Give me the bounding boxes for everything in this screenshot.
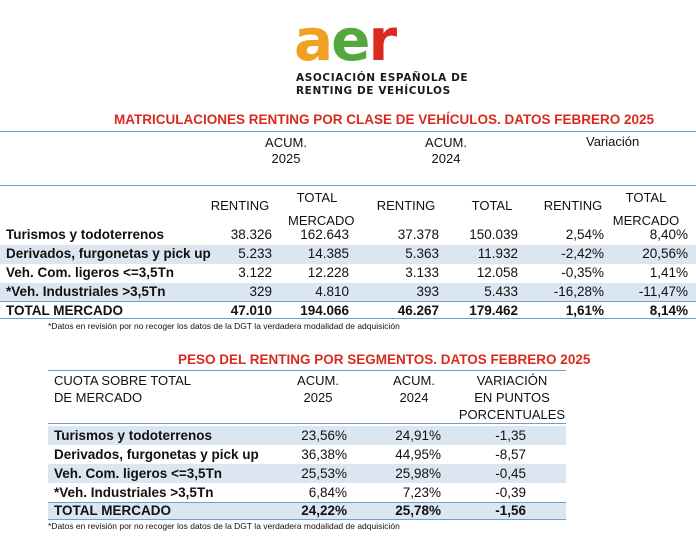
table1-col-header: TOTAL: [296, 190, 338, 205]
table1-cell: -16,28%: [553, 284, 604, 299]
table2-header-label-line2: DE MERCADO: [54, 390, 143, 405]
table1-cell: 4.810: [315, 284, 349, 299]
table2-header-rule: [48, 423, 566, 424]
table2-total-label: TOTAL MERCADO: [54, 503, 171, 518]
table1-cell: 5.363: [405, 246, 439, 261]
table2-total-cell: 24,22%: [301, 503, 347, 518]
table1-cell: 3.133: [405, 265, 439, 280]
table1-col-header: TOTAL: [625, 190, 667, 205]
table1-cell: 393: [416, 284, 439, 299]
table2-col-header: VARIACIÓN: [476, 373, 548, 388]
table2-bottom-rule: [48, 519, 566, 520]
table2-cell: 7,23%: [402, 485, 441, 500]
table2-row-label: *Veh. Industriales >3,5Tn: [54, 485, 214, 500]
table1-cell: 37.378: [397, 227, 439, 242]
table1-col-header-sub: MERCADO: [288, 213, 355, 228]
table2-row-label: Derivados, furgonetas y pick up: [54, 447, 259, 462]
table2-cell: 24,91%: [395, 428, 441, 443]
table1-cell: 12.058: [476, 265, 518, 280]
table1-row-label: Turismos y todoterrenos: [6, 227, 165, 242]
logo-letter-r: r: [368, 6, 396, 74]
aer-logo: [0, 6, 696, 98]
table2-total-cell: 25,78%: [395, 503, 441, 518]
table2-header-label-line1: CUOTA SOBRE TOTAL: [54, 373, 192, 388]
table2-row-label: Veh. Com. ligeros <=3,5Tn: [54, 466, 223, 481]
table1-col-header: RENTING: [543, 198, 603, 213]
table2-cell: -8,57: [495, 447, 526, 462]
table1-cell: 38.326: [230, 227, 272, 242]
table1-col-header: RENTING: [210, 198, 270, 213]
table1-row-label: Derivados, furgonetas y pick up: [6, 246, 211, 261]
table1-cell: 1,41%: [649, 265, 688, 280]
table2-note: *Datos en revisión por no recoger los datos de la DGT la verdadera modalidad de adquisición: [48, 521, 400, 531]
table1-col-header: RENTING: [376, 198, 436, 213]
table1-total-cell: 1,61%: [565, 303, 604, 318]
table1-group-2025-line2: 2025: [271, 151, 301, 166]
table1-col-header-sub: MERCADO: [612, 213, 680, 228]
table2-cell: -1,35: [495, 428, 526, 443]
table2-col-header-sub: 2024: [399, 390, 429, 405]
table1-cell: 12.228: [307, 265, 349, 280]
logo-letter-a: a: [294, 6, 332, 74]
table1-row-label: Veh. Com. ligeros <=3,5Tn: [6, 265, 175, 280]
table1-total-cell: 179.462: [469, 303, 518, 318]
table2-col-header: ACUM.: [393, 373, 435, 388]
table1-row-label: *Veh. Industriales >3,5Tn: [6, 284, 166, 299]
logo-letter-e: e: [331, 6, 369, 74]
table2-cell: -0,45: [495, 466, 526, 481]
table1-group-2025-line1: ACUM.: [265, 135, 307, 150]
table1-note: *Datos en revisión por no recoger los datos de la DGT la verdadera modalidad de adquisición: [48, 321, 400, 331]
table1-title: MATRICULACIONES RENTING POR CLASE DE VEHÍCULOS. DATOS FEBRERO 2025: [114, 112, 655, 127]
logo-text-line2: RENTING DE VEHÍCULOS: [296, 85, 451, 97]
table1-top-rule: [0, 131, 696, 132]
table1-total-rule: [0, 301, 696, 302]
table1-group-2024-line1: ACUM.: [425, 135, 467, 150]
table1-cell: 14.385: [307, 246, 349, 261]
table2-cell: 23,56%: [301, 428, 347, 443]
table1-cell: 8,40%: [649, 227, 688, 242]
table1-total-cell: 194.066: [300, 303, 349, 318]
table2-row-label: Turismos y todoterrenos: [54, 428, 213, 443]
table2-cell: 25,98%: [395, 466, 441, 481]
table2-title: PESO DEL RENTING POR SEGMENTOS. DATOS FEBRERO 2025: [178, 352, 591, 367]
table2-cell: 36,38%: [301, 447, 347, 462]
table2-col-header: ACUM.: [297, 373, 339, 388]
table1-total-label: TOTAL MERCADO: [6, 303, 123, 318]
table1-cell: -0,35%: [561, 265, 604, 280]
table1-cell: 3.122: [238, 265, 272, 280]
table1-cell: -11,47%: [638, 284, 688, 299]
table2-top-rule: [48, 370, 566, 371]
table1-cell: 2,54%: [565, 227, 604, 242]
table1-cell: 329: [249, 284, 272, 299]
table2-cell: 25,53%: [301, 466, 347, 481]
table1-total-cell: 8,14%: [649, 303, 688, 318]
table1-group-2024-line2: 2024: [431, 151, 461, 166]
table1-header-rule: [0, 185, 696, 186]
table1-total-cell: 46.267: [397, 303, 439, 318]
table1-cell: 5.433: [484, 284, 518, 299]
table1-cell: 20,56%: [642, 246, 688, 261]
table2-col-header-sub2: PORCENTUALES: [458, 407, 566, 422]
table2-cell: -0,39: [495, 485, 526, 500]
table1-cell: 5.233: [238, 246, 272, 261]
table2-cell: 44,95%: [395, 447, 441, 462]
table2-col-header-sub: EN PUNTOS: [474, 390, 550, 405]
table2-cell: 6,84%: [308, 485, 347, 500]
table2-total-cell: -1,56: [495, 503, 526, 518]
table1-cell: 162.643: [300, 227, 349, 242]
table1-total-cell: 47.010: [230, 303, 272, 318]
table1-group-variacion: Variación: [586, 134, 640, 149]
table1-cell: 150.039: [469, 227, 518, 242]
table2-col-header-sub: 2025: [303, 390, 333, 405]
table1-cell: -2,42%: [561, 246, 604, 261]
table1-cell: 11.932: [477, 246, 518, 261]
logo-text-line1: ASOCIACIÓN ESPAÑOLA DE: [296, 72, 469, 84]
table1-col-header: TOTAL: [471, 198, 513, 213]
aer-logo-letters: [294, 6, 396, 74]
